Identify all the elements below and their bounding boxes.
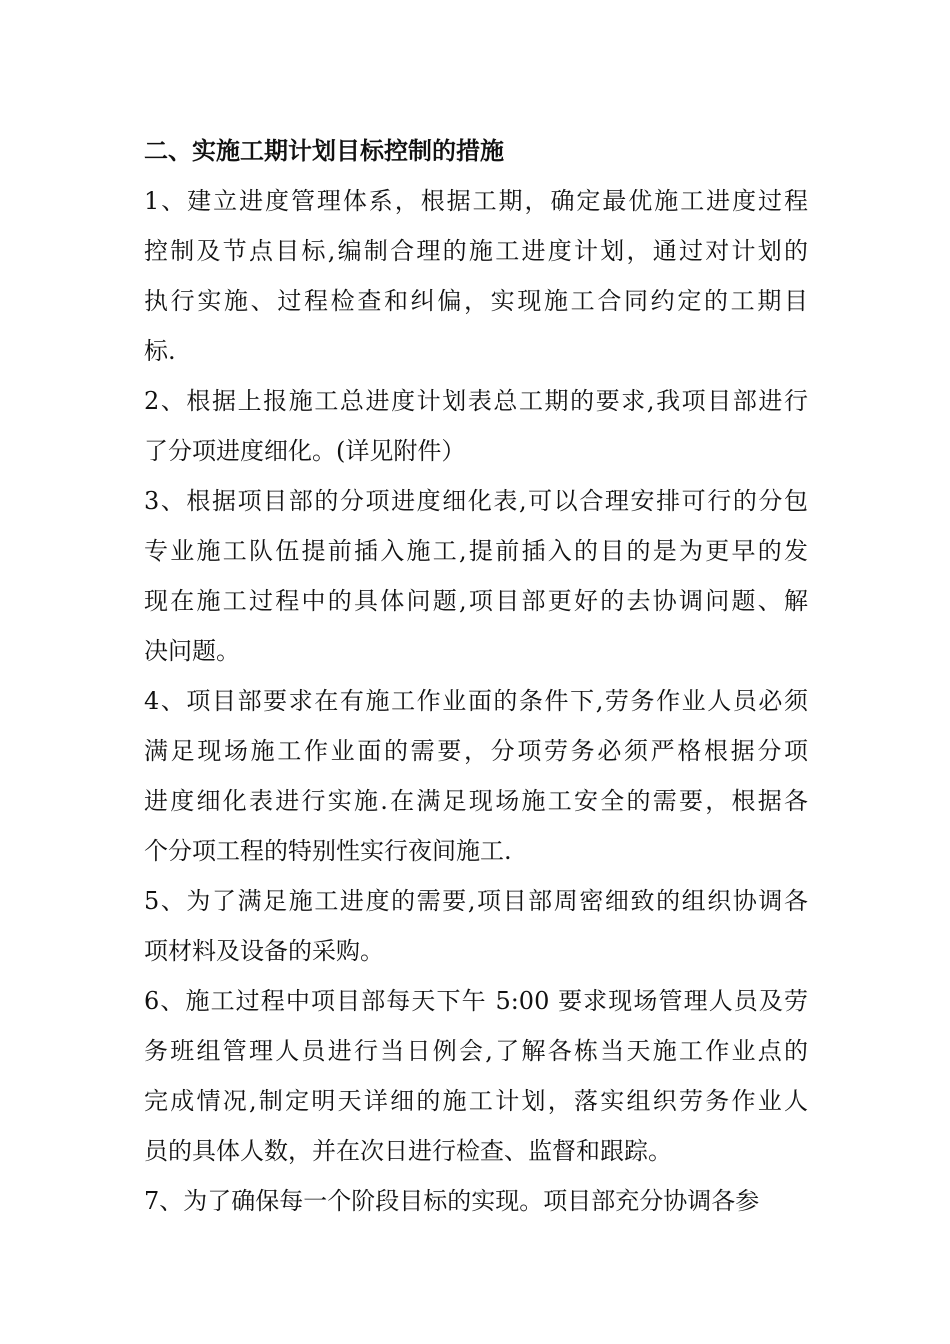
paragraph-line: 7、为了确保每一个阶段目标的实现。项目部充分协调各参: [144, 1187, 760, 1215]
paragraph-line: 务班组管理人员进行当日例会,了解各栋当天施工作业点的: [144, 1037, 808, 1065]
paragraph-line: 完成情况,制定明天详细的施工计划，落实组织劳务作业人: [144, 1087, 808, 1115]
paragraph-line: 现在施工过程中的具体问题,项目部更好的去协调问题、解: [144, 587, 808, 615]
paragraph-line: 进度细化表进行实施.在满足现场施工安全的需要，根据各: [144, 787, 808, 815]
paragraph-3: [144, 476, 808, 676]
paragraph-4: [144, 676, 808, 876]
paragraph-line: 专业施工队伍提前插入施工,提前插入的目的是为更早的发: [144, 537, 808, 565]
paragraph-7: [144, 1176, 808, 1226]
paragraph-line: 6、施工过程中项目部每天下午 5:00 要求现场管理人员及劳: [144, 987, 808, 1015]
paragraph-line: 2、根据上报施工总进度计划表总工期的要求,我项目部进行: [144, 387, 808, 415]
paragraph-line: 决问题。: [144, 637, 240, 665]
paragraph-line: 标.: [144, 337, 176, 365]
paragraph-line: 4、项目部要求在有施工作业面的条件下,劳务作业人员必须: [144, 687, 808, 715]
paragraph-list: [144, 176, 808, 1226]
paragraph-line: 个分项工程的特别性实行夜间施工.: [144, 837, 512, 865]
paragraph-2: [144, 376, 808, 476]
paragraph-line: 1、建立进度管理体系，根据工期，确定最优施工进度过程: [144, 187, 808, 215]
paragraph-line: 执行实施、过程检查和纠偏，实现施工合同约定的工期目: [144, 287, 808, 315]
paragraph-6: [144, 976, 808, 1176]
paragraph-line: 控制及节点目标,编制合理的施工进度计划，通过对计划的: [144, 237, 808, 265]
paragraph-line: 员的具体人数，并在次日进行检查、监督和跟踪。: [144, 1137, 672, 1165]
section-heading: 二、实施工期计划目标控制的措施: [144, 136, 504, 165]
paragraph-line: 5、为了满足施工进度的需要,项目部周密细致的组织协调各: [144, 887, 808, 915]
paragraph-1: [144, 176, 808, 376]
paragraph-line: 满足现场施工作业面的需要，分项劳务必须严格根据分项: [144, 737, 808, 765]
paragraph-line: 项材料及设备的采购。: [144, 937, 384, 965]
document-body: [144, 126, 808, 1226]
paragraph-line: 3、根据项目部的分项进度细化表,可以合理安排可行的分包: [144, 487, 808, 515]
paragraph-line: 了分项进度细化。(详见附件）: [144, 437, 466, 465]
paragraph-5: [144, 876, 808, 976]
